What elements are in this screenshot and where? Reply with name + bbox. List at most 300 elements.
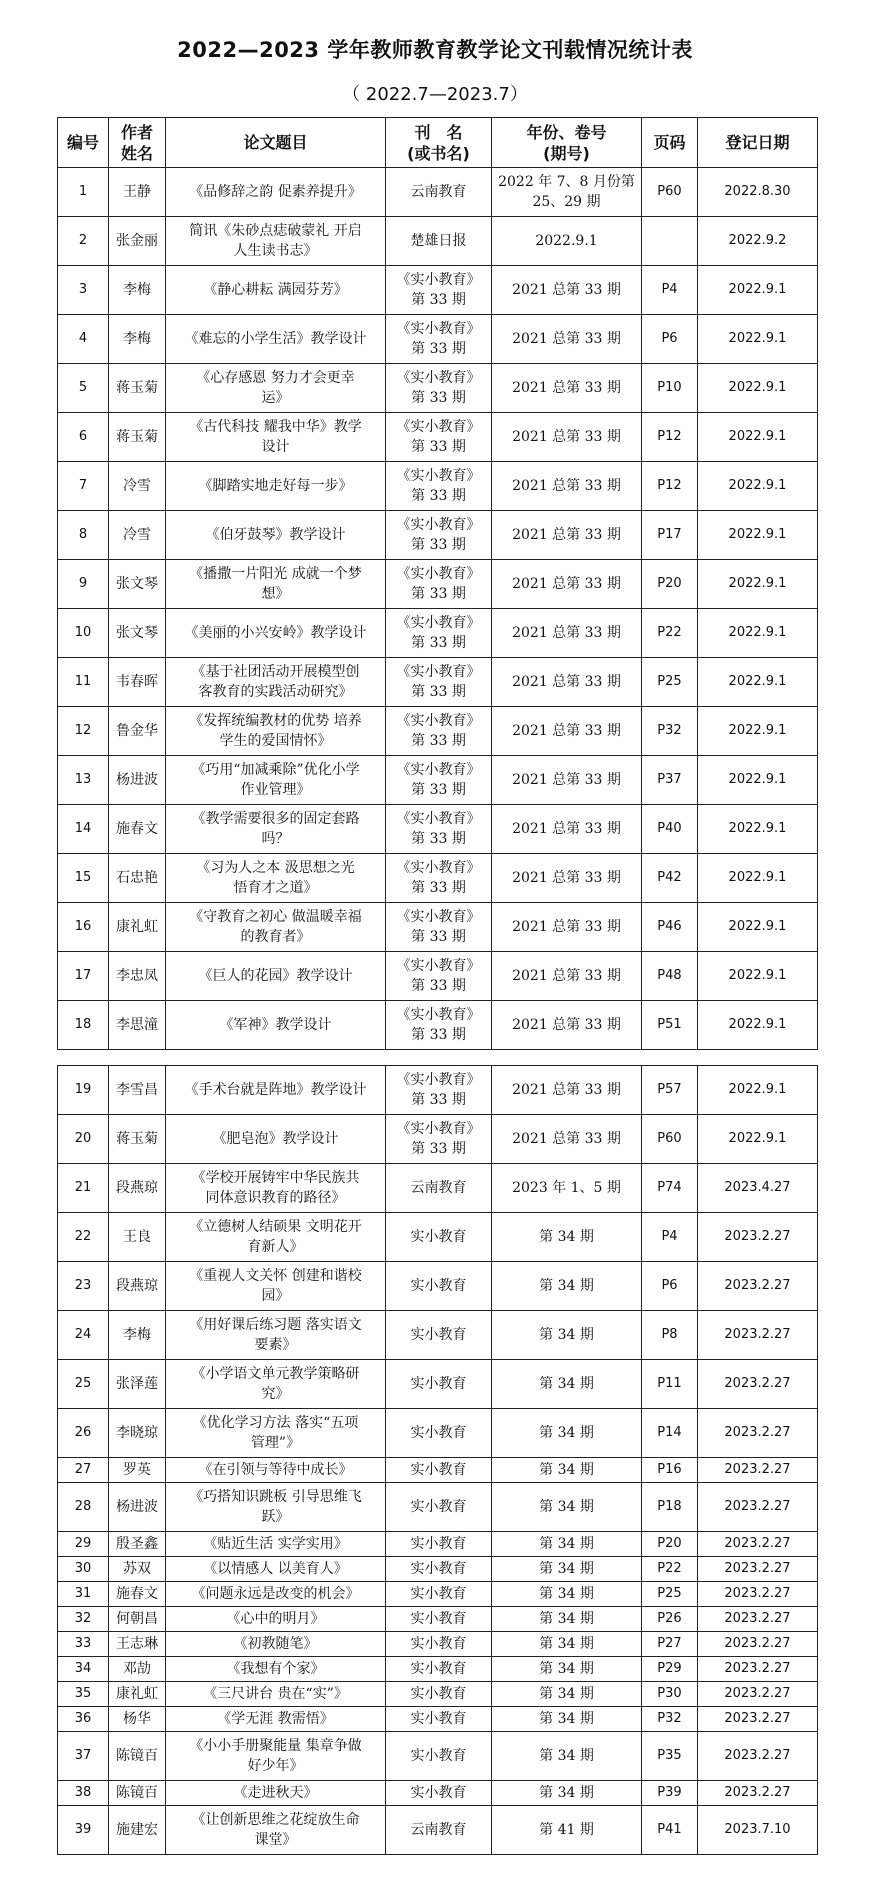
cell-page <box>642 217 698 266</box>
cell-journal: 《实小教育》 第 33 期 <box>386 462 492 511</box>
cell-page: P40 <box>642 805 698 854</box>
cell-issue: 2023 年 1、5 期 <box>492 1164 642 1213</box>
cell-journal: 《实小教育》 第 33 期 <box>386 266 492 315</box>
cell-date: 2022.9.2 <box>698 217 818 266</box>
cell-paper-title: 《肥皂泡》教学设计 <box>166 1115 386 1164</box>
cell-journal: 《实小教育》 第 33 期 <box>386 1001 492 1050</box>
cell-date: 2022.9.1 <box>698 462 818 511</box>
cell-number: 1 <box>58 168 109 217</box>
table-row <box>58 1582 818 1607</box>
cell-page: P37 <box>642 756 698 805</box>
cell-paper-title: 《走进秋天》 <box>166 1781 386 1806</box>
cell-author: 石忠艳 <box>109 854 166 903</box>
column-header: 年份、卷号 (期号) <box>492 118 642 168</box>
cell-page: P29 <box>642 1657 698 1682</box>
cell-date: 2022.9.1 <box>698 1115 818 1164</box>
cell-issue: 第 41 期 <box>492 1806 642 1855</box>
cell-paper-title: 《小学语文单元教学策略研 究》 <box>166 1360 386 1409</box>
cell-issue: 第 34 期 <box>492 1607 642 1632</box>
cell-page: P14 <box>642 1409 698 1458</box>
cell-number: 23 <box>58 1262 109 1311</box>
cell-paper-title: 《守教育之初心 做温暖幸福 的教育者》 <box>166 903 386 952</box>
cell-journal: 实小教育 <box>386 1458 492 1483</box>
cell-issue: 2021 总第 33 期 <box>492 707 642 756</box>
cell-author: 何朝昌 <box>109 1607 166 1632</box>
cell-journal: 《实小教育》 第 33 期 <box>386 315 492 364</box>
cell-paper-title: 《巧用“加减乘除”优化小学 作业管理》 <box>166 756 386 805</box>
cell-number: 14 <box>58 805 109 854</box>
cell-journal: 《实小教育》 第 33 期 <box>386 1115 492 1164</box>
cell-number: 20 <box>58 1115 109 1164</box>
table-row <box>58 1483 818 1532</box>
cell-paper-title: 《教学需要很多的固定套路 吗？ <box>166 805 386 854</box>
column-header: 刊 名 (或书名) <box>386 118 492 168</box>
table-row <box>58 952 818 1001</box>
cell-date: 2022.9.1 <box>698 805 818 854</box>
cell-date: 2022.9.1 <box>698 364 818 413</box>
cell-date: 2022.9.1 <box>698 315 818 364</box>
cell-date: 2023.2.27 <box>698 1657 818 1682</box>
cell-issue: 第 34 期 <box>492 1682 642 1707</box>
cell-number: 21 <box>58 1164 109 1213</box>
cell-date: 2022.9.1 <box>698 511 818 560</box>
table-row <box>58 1115 818 1164</box>
table-row <box>58 511 818 560</box>
cell-issue: 2021 总第 33 期 <box>492 658 642 707</box>
cell-page: P4 <box>642 1213 698 1262</box>
cell-paper-title: 《习为人之本 汲思想之光 悟育才之道》 <box>166 854 386 903</box>
cell-paper-title: 《巧搭知识跳板 引导思维飞 跃》 <box>166 1483 386 1532</box>
cell-paper-title: 《伯牙鼓琴》教学设计 <box>166 511 386 560</box>
cell-journal: 楚雄日报 <box>386 217 492 266</box>
cell-number: 28 <box>58 1483 109 1532</box>
table-row <box>58 364 818 413</box>
cell-date: 2023.2.27 <box>698 1607 818 1632</box>
cell-author: 张泽莲 <box>109 1360 166 1409</box>
column-header: 页码 <box>642 118 698 168</box>
cell-page: P60 <box>642 1115 698 1164</box>
table-row <box>58 1607 818 1632</box>
table-row <box>58 413 818 462</box>
table-row <box>58 266 818 315</box>
cell-date: 2023.4.27 <box>698 1164 818 1213</box>
cell-number: 3 <box>58 266 109 315</box>
cell-page: P16 <box>642 1458 698 1483</box>
cell-number: 36 <box>58 1707 109 1732</box>
cell-journal: 实小教育 <box>386 1582 492 1607</box>
cell-journal: 实小教育 <box>386 1483 492 1532</box>
cell-page: P27 <box>642 1632 698 1657</box>
cell-page: P48 <box>642 952 698 1001</box>
cell-date: 2023.2.27 <box>698 1682 818 1707</box>
cell-paper-title: 《重视人文关怀 创建和谐校 园》 <box>166 1262 386 1311</box>
cell-journal: 《实小教育》 第 33 期 <box>386 609 492 658</box>
cell-date: 2023.2.27 <box>698 1582 818 1607</box>
cell-author: 韦春晖 <box>109 658 166 707</box>
table-row <box>58 1532 818 1557</box>
cell-number: 22 <box>58 1213 109 1262</box>
cell-date: 2022.9.1 <box>698 854 818 903</box>
cell-page: P41 <box>642 1806 698 1855</box>
cell-page: P46 <box>642 903 698 952</box>
cell-date: 2023.2.27 <box>698 1311 818 1360</box>
cell-number: 31 <box>58 1582 109 1607</box>
cell-date: 2023.2.27 <box>698 1483 818 1532</box>
cell-author: 康礼虹 <box>109 1682 166 1707</box>
cell-paper-title: 《手术台就是阵地》教学设计 <box>166 1066 386 1115</box>
table-row <box>58 1806 818 1855</box>
cell-number: 13 <box>58 756 109 805</box>
cell-paper-title: 《心中的明月》 <box>166 1607 386 1632</box>
table-row <box>58 1360 818 1409</box>
table-row <box>58 560 818 609</box>
cell-author: 陈镜百 <box>109 1732 166 1781</box>
cell-date: 2023.2.27 <box>698 1781 818 1806</box>
cell-author: 蒋玉菊 <box>109 364 166 413</box>
cell-journal: 实小教育 <box>386 1682 492 1707</box>
cell-journal: 实小教育 <box>386 1360 492 1409</box>
cell-page: P18 <box>642 1483 698 1532</box>
cell-issue: 2021 总第 33 期 <box>492 560 642 609</box>
cell-date: 2022.9.1 <box>698 609 818 658</box>
cell-paper-title: 《美丽的小兴安岭》教学设计 <box>166 609 386 658</box>
cell-journal: 实小教育 <box>386 1213 492 1262</box>
column-header: 作者 姓名 <box>109 118 166 168</box>
cell-number: 17 <box>58 952 109 1001</box>
cell-date: 2023.2.27 <box>698 1732 818 1781</box>
cell-number: 2 <box>58 217 109 266</box>
cell-author: 罗英 <box>109 1458 166 1483</box>
cell-issue: 2021 总第 33 期 <box>492 903 642 952</box>
cell-issue: 2021 总第 33 期 <box>492 1115 642 1164</box>
cell-author: 苏双 <box>109 1557 166 1582</box>
cell-date: 2022.9.1 <box>698 1001 818 1050</box>
cell-page: P8 <box>642 1311 698 1360</box>
cell-issue: 第 34 期 <box>492 1632 642 1657</box>
cell-author: 殷圣鑫 <box>109 1532 166 1557</box>
cell-paper-title: 《播撒一片阳光 成就一个梦 想》 <box>166 560 386 609</box>
cell-date: 2022.9.1 <box>698 658 818 707</box>
cell-paper-title: 《立德树人结硕果 文明花开 育新人》 <box>166 1213 386 1262</box>
cell-paper-title: 《贴近生活 实学实用》 <box>166 1532 386 1557</box>
cell-number: 35 <box>58 1682 109 1707</box>
cell-issue: 第 34 期 <box>492 1557 642 1582</box>
cell-number: 7 <box>58 462 109 511</box>
cell-paper-title: 《三尺讲台 贵在“实”》 <box>166 1682 386 1707</box>
cell-journal: 实小教育 <box>386 1707 492 1732</box>
cell-page: P25 <box>642 658 698 707</box>
cell-date: 2022.9.1 <box>698 413 818 462</box>
cell-number: 5 <box>58 364 109 413</box>
cell-issue: 第 34 期 <box>492 1582 642 1607</box>
cell-date: 2022.9.1 <box>698 756 818 805</box>
cell-page: P12 <box>642 462 698 511</box>
table-row <box>58 1001 818 1050</box>
cell-paper-title: 简讯《朱砂点痣破蒙礼 开启 人生读书志》 <box>166 217 386 266</box>
cell-page: P12 <box>642 413 698 462</box>
cell-issue: 2021 总第 33 期 <box>492 266 642 315</box>
cell-issue: 2021 总第 33 期 <box>492 315 642 364</box>
cell-date: 2022.9.1 <box>698 903 818 952</box>
cell-issue: 第 34 期 <box>492 1360 642 1409</box>
cell-author: 李梅 <box>109 1311 166 1360</box>
column-header: 编号 <box>58 118 109 168</box>
cell-date: 2022.9.1 <box>698 266 818 315</box>
cell-journal: 实小教育 <box>386 1657 492 1682</box>
cell-author: 鲁金华 <box>109 707 166 756</box>
cell-journal: 《实小教育》 第 33 期 <box>386 658 492 707</box>
cell-paper-title: 《巨人的花园》教学设计 <box>166 952 386 1001</box>
cell-number: 11 <box>58 658 109 707</box>
cell-number: 24 <box>58 1311 109 1360</box>
cell-issue: 2021 总第 33 期 <box>492 364 642 413</box>
table-row <box>58 168 818 217</box>
column-header: 登记日期 <box>698 118 818 168</box>
cell-journal: 实小教育 <box>386 1732 492 1781</box>
cell-paper-title: 《让创新思维之花绽放生命 课堂》 <box>166 1806 386 1855</box>
cell-paper-title: 《发挥统编教材的优势 培养 学生的爱国情怀》 <box>166 707 386 756</box>
cell-author: 蒋玉菊 <box>109 1115 166 1164</box>
cell-date: 2022.9.1 <box>698 1066 818 1115</box>
cell-issue: 第 34 期 <box>492 1262 642 1311</box>
cell-author: 蒋玉菊 <box>109 413 166 462</box>
cell-date: 2022.9.1 <box>698 560 818 609</box>
table-row <box>58 1213 818 1262</box>
cell-page: P57 <box>642 1066 698 1115</box>
cell-journal: 《实小教育》 第 33 期 <box>386 511 492 560</box>
table-row <box>58 1732 818 1781</box>
cell-number: 25 <box>58 1360 109 1409</box>
cell-author: 陈镜百 <box>109 1781 166 1806</box>
cell-paper-title: 《心存感恩 努力才会更幸 运》 <box>166 364 386 413</box>
cell-author: 王良 <box>109 1213 166 1262</box>
cell-paper-title: 《我想有个家》 <box>166 1657 386 1682</box>
cell-author: 施春文 <box>109 805 166 854</box>
cell-paper-title: 《古代科技 耀我中华》教学 设计 <box>166 413 386 462</box>
table-row <box>58 805 818 854</box>
cell-page: P17 <box>642 511 698 560</box>
table-row <box>58 1707 818 1732</box>
cell-issue: 第 34 期 <box>492 1409 642 1458</box>
cell-number: 37 <box>58 1732 109 1781</box>
cell-page: P22 <box>642 1557 698 1582</box>
cell-number: 9 <box>58 560 109 609</box>
cell-author: 李梅 <box>109 266 166 315</box>
table-header-row <box>58 118 818 168</box>
cell-page: P26 <box>642 1607 698 1632</box>
cell-number: 18 <box>58 1001 109 1050</box>
table-row <box>58 609 818 658</box>
cell-author: 施建宏 <box>109 1806 166 1855</box>
cell-issue: 2021 总第 33 期 <box>492 1066 642 1115</box>
table-row <box>58 1632 818 1657</box>
cell-page: P51 <box>642 1001 698 1050</box>
cell-journal: 《实小教育》 第 33 期 <box>386 805 492 854</box>
cell-journal: 实小教育 <box>386 1781 492 1806</box>
cell-author: 冷雪 <box>109 462 166 511</box>
cell-issue: 2021 总第 33 期 <box>492 952 642 1001</box>
cell-author: 冷雪 <box>109 511 166 560</box>
cell-author: 李梅 <box>109 315 166 364</box>
cell-author: 张金丽 <box>109 217 166 266</box>
table-row <box>58 903 818 952</box>
cell-journal: 《实小教育》 第 33 期 <box>386 413 492 462</box>
cell-page: P42 <box>642 854 698 903</box>
cell-issue: 第 34 期 <box>492 1732 642 1781</box>
cell-date: 2023.2.27 <box>698 1213 818 1262</box>
table-row <box>58 1066 818 1115</box>
cell-author: 杨进波 <box>109 756 166 805</box>
cell-journal: 实小教育 <box>386 1311 492 1360</box>
cell-issue: 2022.9.1 <box>492 217 642 266</box>
cell-page: P74 <box>642 1164 698 1213</box>
cell-number: 26 <box>58 1409 109 1458</box>
cell-journal: 实小教育 <box>386 1409 492 1458</box>
table-row <box>58 658 818 707</box>
table-row <box>58 1262 818 1311</box>
cell-paper-title: 《初教随笔》 <box>166 1632 386 1657</box>
cell-journal: 《实小教育》 第 33 期 <box>386 903 492 952</box>
cell-issue: 第 34 期 <box>492 1213 642 1262</box>
cell-paper-title: 《脚踏实地走好每一步》 <box>166 462 386 511</box>
cell-author: 杨华 <box>109 1707 166 1732</box>
cell-number: 32 <box>58 1607 109 1632</box>
cell-paper-title: 《学无涯 教需悟》 <box>166 1707 386 1732</box>
stats-table-part-2 <box>57 1065 818 1855</box>
cell-author: 段燕琼 <box>109 1262 166 1311</box>
table-row <box>58 1311 818 1360</box>
stats-table-part-1 <box>57 117 818 1050</box>
cell-paper-title: 《静心耕耘 满园芬芳》 <box>166 266 386 315</box>
cell-paper-title: 《难忘的小学生活》教学设计 <box>166 315 386 364</box>
cell-date: 2023.2.27 <box>698 1360 818 1409</box>
column-header: 论文题目 <box>166 118 386 168</box>
table-row <box>58 1164 818 1213</box>
cell-page: P6 <box>642 315 698 364</box>
cell-number: 8 <box>58 511 109 560</box>
cell-author: 李忠凤 <box>109 952 166 1001</box>
cell-number: 34 <box>58 1657 109 1682</box>
cell-issue: 第 34 期 <box>492 1657 642 1682</box>
cell-page: P22 <box>642 609 698 658</box>
cell-journal: 实小教育 <box>386 1632 492 1657</box>
cell-author: 康礼虹 <box>109 903 166 952</box>
cell-paper-title: 《优化学习方法 落实“五项 管理”》 <box>166 1409 386 1458</box>
cell-number: 10 <box>58 609 109 658</box>
cell-date: 2023.2.27 <box>698 1557 818 1582</box>
cell-date: 2023.7.10 <box>698 1806 818 1855</box>
cell-paper-title: 《品修辞之韵 促素养提升》 <box>166 168 386 217</box>
table-row <box>58 1557 818 1582</box>
cell-paper-title: 《学校开展铸牢中华民族共 同体意识教育的路径》 <box>166 1164 386 1213</box>
cell-issue: 2021 总第 33 期 <box>492 511 642 560</box>
cell-page: P4 <box>642 266 698 315</box>
cell-author: 李思潼 <box>109 1001 166 1050</box>
cell-issue: 2021 总第 33 期 <box>492 1001 642 1050</box>
cell-issue: 第 34 期 <box>492 1532 642 1557</box>
cell-paper-title: 《在引领与等待中成长》 <box>166 1458 386 1483</box>
cell-number: 15 <box>58 854 109 903</box>
cell-author: 李雪昌 <box>109 1066 166 1115</box>
cell-author: 张文琴 <box>109 609 166 658</box>
cell-page: P32 <box>642 707 698 756</box>
cell-paper-title: 《用好课后练习题 落实语文 要素》 <box>166 1311 386 1360</box>
table-row <box>58 217 818 266</box>
cell-number: 4 <box>58 315 109 364</box>
table-row <box>58 1682 818 1707</box>
cell-issue: 2021 总第 33 期 <box>492 462 642 511</box>
cell-issue: 第 34 期 <box>492 1483 642 1532</box>
cell-paper-title: 《小小手册聚能量 集章争做 好少年》 <box>166 1732 386 1781</box>
cell-date: 2023.2.27 <box>698 1532 818 1557</box>
cell-date: 2022.8.30 <box>698 168 818 217</box>
cell-page: P25 <box>642 1582 698 1607</box>
cell-issue: 2021 总第 33 期 <box>492 609 642 658</box>
cell-date: 2022.9.1 <box>698 952 818 1001</box>
cell-journal: 《实小教育》 第 33 期 <box>386 854 492 903</box>
cell-journal: 云南教育 <box>386 168 492 217</box>
cell-date: 2023.2.27 <box>698 1707 818 1732</box>
cell-journal: 《实小教育》 第 33 期 <box>386 364 492 413</box>
cell-issue: 2022 年 7、8 月份第 25、29 期 <box>492 168 642 217</box>
cell-date: 2022.9.1 <box>698 707 818 756</box>
cell-paper-title: 《军神》教学设计 <box>166 1001 386 1050</box>
cell-number: 38 <box>58 1781 109 1806</box>
cell-journal: 《实小教育》 第 33 期 <box>386 1066 492 1115</box>
cell-author: 杨进波 <box>109 1483 166 1532</box>
cell-issue: 第 34 期 <box>492 1311 642 1360</box>
cell-page: P10 <box>642 364 698 413</box>
cell-page: P11 <box>642 1360 698 1409</box>
cell-paper-title: 《问题永远是改变的机会》 <box>166 1582 386 1607</box>
cell-paper-title: 《基于社团活动开展模型创 客教育的实践活动研究》 <box>166 658 386 707</box>
cell-number: 39 <box>58 1806 109 1855</box>
table-row <box>58 756 818 805</box>
cell-page: P30 <box>642 1682 698 1707</box>
cell-number: 16 <box>58 903 109 952</box>
cell-issue: 第 34 期 <box>492 1707 642 1732</box>
table-row <box>58 1458 818 1483</box>
cell-author: 王志琳 <box>109 1632 166 1657</box>
cell-page: P6 <box>642 1262 698 1311</box>
cell-date: 2023.2.27 <box>698 1262 818 1311</box>
table-row <box>58 315 818 364</box>
cell-date: 2023.2.27 <box>698 1409 818 1458</box>
cell-issue: 第 34 期 <box>492 1781 642 1806</box>
cell-page: P35 <box>642 1732 698 1781</box>
cell-page: P32 <box>642 1707 698 1732</box>
cell-page: P39 <box>642 1781 698 1806</box>
cell-issue: 2021 总第 33 期 <box>492 805 642 854</box>
cell-journal: 实小教育 <box>386 1262 492 1311</box>
cell-author: 施春文 <box>109 1582 166 1607</box>
cell-journal: 云南教育 <box>386 1164 492 1213</box>
table-row <box>58 1657 818 1682</box>
cell-number: 27 <box>58 1458 109 1483</box>
cell-author: 邓劼 <box>109 1657 166 1682</box>
page-title: 2022—2023 学年教师教育教学论文刊载情况统计表 <box>177 38 693 62</box>
cell-journal: 《实小教育》 第 33 期 <box>386 756 492 805</box>
cell-number: 19 <box>58 1066 109 1115</box>
cell-journal: 实小教育 <box>386 1532 492 1557</box>
cell-number: 12 <box>58 707 109 756</box>
table-row <box>58 707 818 756</box>
cell-issue: 2021 总第 33 期 <box>492 413 642 462</box>
cell-issue: 2021 总第 33 期 <box>492 756 642 805</box>
cell-page: P20 <box>642 1532 698 1557</box>
cell-author: 张文琴 <box>109 560 166 609</box>
cell-journal: 实小教育 <box>386 1607 492 1632</box>
